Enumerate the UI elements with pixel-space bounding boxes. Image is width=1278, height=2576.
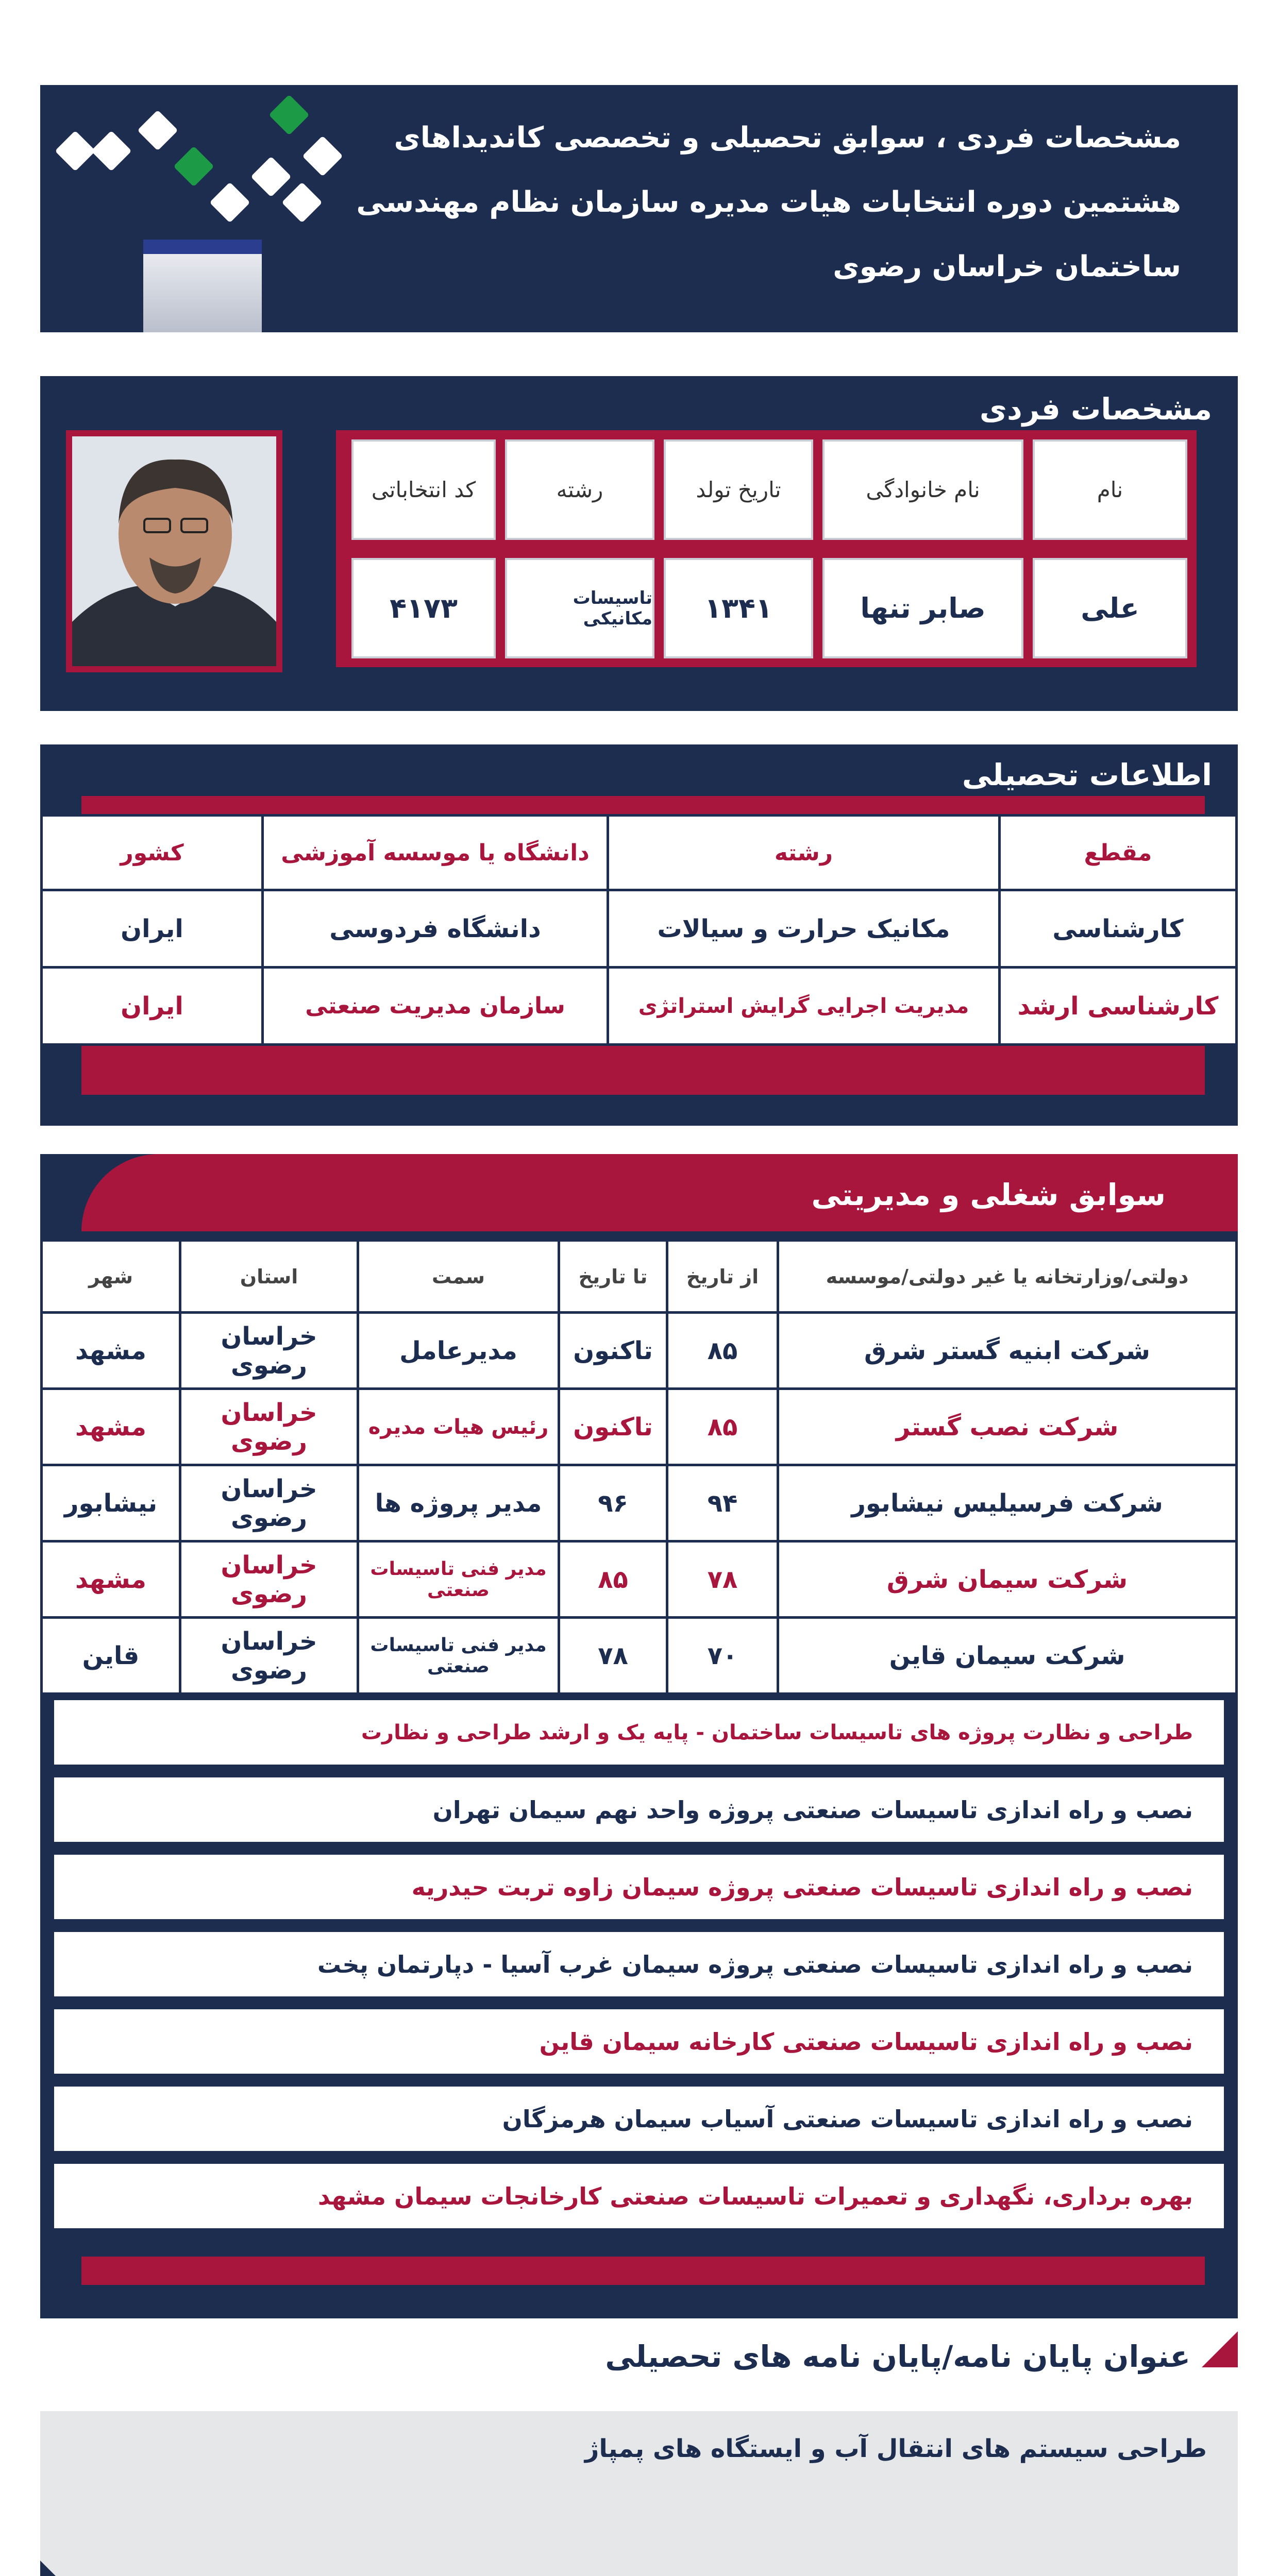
work-cell: شرکت سیمان شرق (778, 1541, 1237, 1618)
personal-values-row (345, 558, 1187, 658)
candidate-photo (66, 430, 282, 672)
value-election-code: ۴۱۷۳ (351, 558, 496, 658)
education-title: اطلاعات تحصیلی (962, 757, 1212, 792)
education-header-row (42, 816, 1237, 890)
thesis-box (40, 2411, 1238, 2576)
work-cell: ۸۵ (667, 1389, 778, 1465)
education-cell: مدیریت اجرایی گرایش استراتژی (608, 968, 1000, 1045)
work-cell: نیشابور (42, 1465, 180, 1541)
decor-tile (209, 182, 250, 223)
decor-tile (55, 130, 95, 171)
work-cell: شرکت سیمان قاین (778, 1618, 1237, 1694)
activity-item: طراحی و نظارت پروژه های تاسیسات ساختمان - پایه یک و ارشد طراحی و نظارت (52, 1698, 1226, 1767)
label-field: رشته (505, 439, 654, 540)
work-cell: ۷۸ (667, 1541, 778, 1618)
value-first-name: علی (1033, 558, 1187, 658)
ballot-box-icon (143, 240, 262, 332)
education-panel (40, 744, 1238, 1126)
activity-item: نصب و راه اندازی تاسیسات صنعتی آسیاب سیمان هرمزگان (52, 2084, 1226, 2154)
decor-tile (137, 110, 178, 150)
thesis-text: طراحی سیستم های انتقال آب و ایستگاه های پمپاژ (584, 2434, 1207, 2463)
education-table (40, 814, 1238, 1046)
value-field: تاسیسات مکانیکی (505, 558, 654, 658)
work-cell: خراسان رضوی (180, 1313, 358, 1389)
education-header: مقطع (1000, 816, 1237, 890)
personal-title: مشخصات فردی (979, 392, 1212, 427)
work-header: سمت (358, 1241, 559, 1313)
activity-item: نصب و راه اندازی تاسیسات صنعتی پروژه سیمان غرب آسیا - دپارتمان پخت (52, 1929, 1226, 1999)
work-cell: خراسان رضوی (180, 1389, 358, 1465)
corner-marker-icon (40, 2561, 76, 2576)
personal-info-panel (40, 376, 1238, 711)
activity-item: نصب و راه اندازی تاسیسات صنعتی پروژه سیمان زاوه تربت حیدریه (52, 1852, 1226, 1922)
work-cell: تاکنون (559, 1389, 667, 1465)
table-row (42, 1618, 1237, 1694)
personal-labels-row (345, 439, 1187, 540)
work-cell: ۹۶ (559, 1465, 667, 1541)
education-cell: کارشناسی (1000, 890, 1237, 968)
work-cell: مدیر پروژه ها (358, 1465, 559, 1541)
education-cell: دانشگاه فردوسی (263, 890, 608, 968)
work-header: تا تاریخ (559, 1241, 667, 1313)
work-cell: تاکنون (559, 1313, 667, 1389)
label-last-name: نام خانوادگی (822, 439, 1023, 540)
work-cell: مدیرعامل (358, 1313, 559, 1389)
decor-tile (91, 130, 131, 171)
work-cell: خراسان رضوی (180, 1618, 358, 1694)
header-title-line: ساختمان خراسان رضوی (833, 250, 1181, 283)
work-header: از تاریخ (667, 1241, 778, 1313)
label-election-code: کد انتخاباتی (351, 439, 496, 540)
activity-item: نصب و راه اندازی تاسیسات صنعتی پروژه واحد نهم سیمان تهران (52, 1775, 1226, 1844)
education-header: دانشگاه یا موسسه آموزشی (263, 816, 608, 890)
education-cell: سازمان مدیریت صنعتی (263, 968, 608, 1045)
decor-tile (268, 94, 309, 135)
work-history-panel (40, 1154, 1238, 2318)
work-cell: ۸۵ (667, 1313, 778, 1389)
work-cell: خراسان رضوی (180, 1465, 358, 1541)
header-title (305, 106, 1181, 299)
work-cell: مدیر فنی تاسیسات صنعتی (358, 1618, 559, 1694)
decor-tile (173, 146, 214, 187)
personal-info-grid (336, 430, 1197, 667)
work-cell: ۷۸ (559, 1618, 667, 1694)
work-header: دولتی/وزارتخانه یا غیر دولتی/موسسه (778, 1241, 1237, 1313)
table-row (42, 1465, 1237, 1541)
education-cell: مکانیک حرارت و سیالات (608, 890, 1000, 968)
work-header: استان (180, 1241, 358, 1313)
work-cell: ۹۴ (667, 1465, 778, 1541)
work-cell: ۸۵ (559, 1541, 667, 1618)
table-row (42, 968, 1237, 1045)
table-row (42, 1541, 1237, 1618)
education-cell: ایران (42, 968, 263, 1045)
work-cell: مشهد (42, 1541, 180, 1618)
work-cell: ۷۰ (667, 1618, 778, 1694)
work-cell: قاین (42, 1618, 180, 1694)
value-birth-year: ۱۳۴۱ (664, 558, 813, 658)
activity-item: بهره برداری، نگهداری و تعمیرات تاسیسات صنعتی کارخانجات سیمان مشهد (52, 2161, 1226, 2231)
activity-item: نصب و راه اندازی تاسیسات صنعتی کارخانه سیمان قاین (52, 2007, 1226, 2076)
education-header: کشور (42, 816, 263, 890)
label-first-name: نام (1033, 439, 1187, 540)
work-cell: مشهد (42, 1313, 180, 1389)
table-row (42, 1389, 1237, 1465)
work-table (40, 1239, 1238, 1695)
work-cell: شرکت نصب گستر (778, 1389, 1237, 1465)
work-cell: مشهد (42, 1389, 180, 1465)
section-marker-icon (1202, 2331, 1238, 2367)
work-cell: خراسان رضوی (180, 1541, 358, 1618)
decor-tile (250, 156, 291, 197)
header-title-line: مشخصات فردی ، سوابق تحصیلی و تخصصی کاندیداهای (394, 121, 1181, 155)
education-header: رشته (608, 816, 1000, 890)
education-cell: ایران (42, 890, 263, 968)
value-last-name: صابر تنها (822, 558, 1023, 658)
work-cell: رئیس هیات مدیره (358, 1389, 559, 1465)
table-row (42, 890, 1237, 968)
thesis-title: عنوان پایان نامه/پایان نامه های تحصیلی (605, 2339, 1190, 2374)
work-header-row (42, 1241, 1237, 1313)
label-birth-year: تاریخ تولد (664, 439, 813, 540)
header-title-line: هشتمین دوره انتخابات هیات مدیره سازمان نظام مهندسی (356, 185, 1181, 219)
work-cell: شرکت فرسیلیس نیشابور (778, 1465, 1237, 1541)
work-header: شهر (42, 1241, 180, 1313)
work-cell: مدیر فنی تاسیسات صنعتی (358, 1541, 559, 1618)
table-row (42, 1313, 1237, 1389)
work-cell: شرکت ابنیه گستر شرق (778, 1313, 1237, 1389)
work-bottom-band (81, 2257, 1205, 2285)
work-title: سوابق شغلی و مدیریتی (811, 1177, 1166, 1212)
education-cell: کارشناسی ارشد (1000, 968, 1237, 1045)
header-banner (40, 85, 1238, 332)
